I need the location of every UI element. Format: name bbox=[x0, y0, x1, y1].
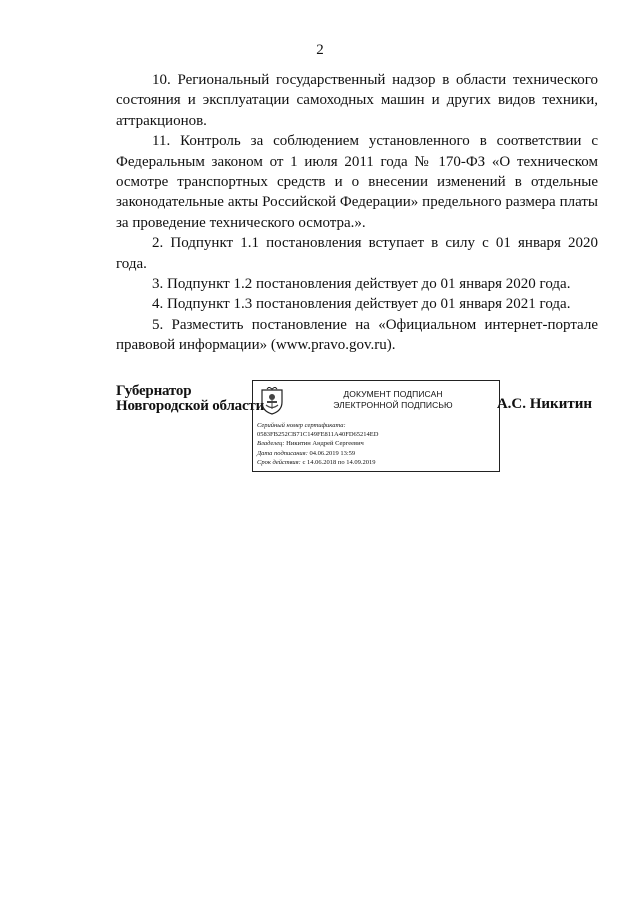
owner-label: Владелец: bbox=[257, 440, 285, 448]
paragraph-2: 2. Подпункт 1.1 постановления вступает в силу с 01 января 2020 года. bbox=[116, 235, 598, 272]
signature-block bbox=[116, 380, 598, 480]
governor-title-line2: Новгородской области bbox=[116, 398, 265, 414]
signed-label: Дата подписания: bbox=[257, 449, 308, 457]
paragraph-4: 4. Подпункт 1.3 постановления действует до 01 января 2021 года. bbox=[152, 296, 571, 313]
valid-row bbox=[257, 458, 497, 467]
stamp-details bbox=[257, 421, 497, 467]
owner-row bbox=[257, 439, 497, 448]
owner-value: Никитин Андрей Сергеевич bbox=[286, 440, 364, 448]
valid-label: Срок действия: bbox=[257, 458, 301, 466]
coat-of-arms-icon bbox=[259, 387, 285, 415]
valid-value: с 14.06.2018 по 14.09.2019 bbox=[302, 458, 376, 466]
governor-title-line1: Губернатор bbox=[116, 383, 192, 399]
signed-value: 04.06.2019 13:59 bbox=[309, 449, 356, 457]
signer-name: А.С. Никитин bbox=[496, 396, 592, 412]
page-number: 2 bbox=[316, 42, 324, 58]
paragraph-11: 11. Контроль за соблюдением установленного в соответствии с Федеральным законом от 1 июля 2011 года № 170-ФЗ «О техническом осмотре транспортных средств и о внесении изменений в отдельные законодательные акты Российской Федерации» предельного размера платы за проведение технического осмотра.». bbox=[116, 133, 598, 231]
cert-label: Серийный номер сертификата: bbox=[257, 422, 346, 429]
paragraph-5: 5. Разместить постановление на «Официальном интернет-портале правовой информации» (www.pravo.gov.ru). bbox=[116, 316, 598, 354]
e-signature-stamp bbox=[252, 380, 500, 472]
stamp-heading bbox=[293, 389, 493, 411]
paragraph-3: 3. Подпункт 1.2 постановления действует до 01 января 2020 года. bbox=[152, 276, 571, 293]
governor-title bbox=[116, 384, 264, 414]
stamp-heading-line2: ЭЛЕКТРОННОЙ ПОДПИСЬЮ bbox=[333, 400, 453, 410]
signed-row bbox=[257, 449, 497, 458]
body-text bbox=[116, 70, 598, 356]
stamp-heading-line1: ДОКУМЕНТ ПОДПИСАН bbox=[343, 389, 443, 399]
cert-number: 0583FB252CB71C149FE811A40FD65214ED bbox=[257, 431, 379, 439]
paragraph-10: 10. Региональный государственный надзор в области технического состояния и эксплуатации самоходных машин и других видов техники, аттракционов. bbox=[116, 72, 598, 129]
